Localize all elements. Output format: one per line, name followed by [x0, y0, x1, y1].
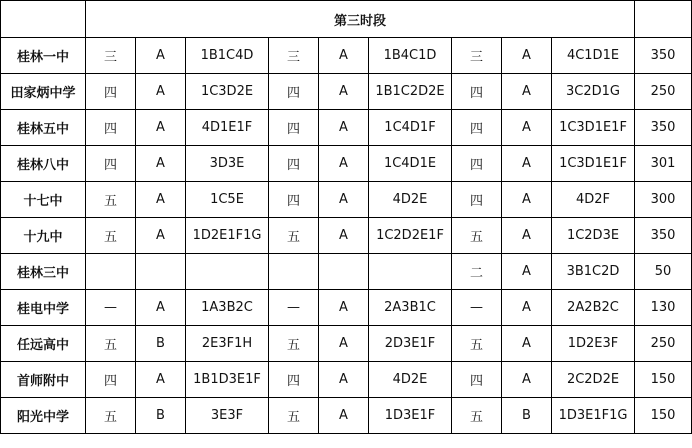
- table-cell: 2A3B1C: [369, 290, 452, 326]
- table-cell: A: [136, 182, 186, 218]
- table-cell: [86, 254, 136, 290]
- table-cell: 四: [86, 362, 136, 398]
- school-name: 十七中: [1, 182, 86, 218]
- table-row: [1, 218, 692, 254]
- table-cell: A: [136, 290, 186, 326]
- table-row: [1, 182, 692, 218]
- table-cell: 130: [635, 290, 692, 326]
- table-cell: 四: [269, 146, 319, 182]
- school-name: 田家炳中学: [1, 74, 86, 110]
- table-cell: 四: [452, 110, 502, 146]
- header-row: [1, 1, 692, 38]
- table-cell: 四: [452, 362, 502, 398]
- table-cell: 3C2D1G: [552, 74, 635, 110]
- table-cell: 2D3E1F: [369, 326, 452, 362]
- table-cell: 3E3F: [186, 398, 269, 434]
- school-name: 桂林一中: [1, 38, 86, 74]
- table-cell: 1B4C1D: [369, 38, 452, 74]
- table-row: [1, 146, 692, 182]
- corner-cell: [1, 1, 86, 38]
- school-name: 桂电中学: [1, 290, 86, 326]
- table-cell: 150: [635, 398, 692, 434]
- table-row: [1, 326, 692, 362]
- table-cell: 五: [452, 218, 502, 254]
- table-cell: 250: [635, 74, 692, 110]
- table-cell: 四: [86, 146, 136, 182]
- table-row: [1, 74, 692, 110]
- table-cell: 50: [635, 254, 692, 290]
- table-cell: 4D2E: [369, 182, 452, 218]
- table-cell: 1B1C2D2E: [369, 74, 452, 110]
- table-cell: 1C3D2E: [186, 74, 269, 110]
- table-cell: A: [136, 146, 186, 182]
- table-cell: 五: [452, 326, 502, 362]
- table-cell: 五: [86, 182, 136, 218]
- table-cell: A: [319, 38, 369, 74]
- table-cell: A: [502, 326, 552, 362]
- table-row: [1, 38, 692, 74]
- school-name: 桂林八中: [1, 146, 86, 182]
- table-cell: 五: [269, 326, 319, 362]
- table-cell: A: [319, 218, 369, 254]
- table-cell: 1B1C4D: [186, 38, 269, 74]
- table-cell: 3B1C2D: [552, 254, 635, 290]
- table-cell: A: [136, 110, 186, 146]
- table-cell: 四: [452, 74, 502, 110]
- table-cell: 300: [635, 182, 692, 218]
- table-cell: 1C3D1E1F: [552, 146, 635, 182]
- table-cell: B: [136, 398, 186, 434]
- table-cell: 301: [635, 146, 692, 182]
- table-cell: 2A2B2C: [552, 290, 635, 326]
- table-cell: 4D2E: [369, 362, 452, 398]
- table-cell: A: [136, 362, 186, 398]
- table-cell: 4D1E1F: [186, 110, 269, 146]
- table-cell: 四: [86, 74, 136, 110]
- table-cell: A: [136, 38, 186, 74]
- table-cell: 3D3E: [186, 146, 269, 182]
- table-cell: 350: [635, 218, 692, 254]
- table-cell: A: [502, 146, 552, 182]
- table-cell: 二: [452, 254, 502, 290]
- table-cell: A: [319, 182, 369, 218]
- table-cell: 1A3B2C: [186, 290, 269, 326]
- school-name: 首师附中: [1, 362, 86, 398]
- table-cell: —: [269, 290, 319, 326]
- school-name: 桂林五中: [1, 110, 86, 146]
- table-cell: A: [319, 398, 369, 434]
- table-cell: B: [136, 326, 186, 362]
- table-cell: 1C4D1F: [369, 110, 452, 146]
- table-cell: 1C4D1E: [369, 146, 452, 182]
- table-cell: 1D3E1F: [369, 398, 452, 434]
- table-cell: [186, 254, 269, 290]
- school-name: 阳光中学: [1, 398, 86, 434]
- table-cell: 1C2D2E1F: [369, 218, 452, 254]
- table-cell: A: [502, 110, 552, 146]
- table-cell: 1C2D3E: [552, 218, 635, 254]
- table-cell: 250: [635, 326, 692, 362]
- table-cell: A: [502, 38, 552, 74]
- table-cell: A: [319, 146, 369, 182]
- table-cell: 1D2E1F1G: [186, 218, 269, 254]
- header-empty-cell: [635, 1, 692, 38]
- table-cell: 四: [269, 362, 319, 398]
- table-cell: 三: [452, 38, 502, 74]
- school-name: 十九中: [1, 218, 86, 254]
- table-cell: 150: [635, 362, 692, 398]
- table-cell: 四: [86, 110, 136, 146]
- school-name: 任远高中: [1, 326, 86, 362]
- table-cell: A: [136, 74, 186, 110]
- table-cell: 350: [635, 38, 692, 74]
- table-cell: A: [502, 182, 552, 218]
- period-title: 第三时段: [86, 1, 635, 38]
- table-cell: 1B1D3E1F: [186, 362, 269, 398]
- table-cell: 五: [452, 398, 502, 434]
- table-row: [1, 290, 692, 326]
- table-cell: 四: [269, 74, 319, 110]
- table-cell: 1C3D1E1F: [552, 110, 635, 146]
- table-row: [1, 398, 692, 434]
- table-cell: —: [452, 290, 502, 326]
- table-cell: 4D2F: [552, 182, 635, 218]
- table-cell: 1D3E1F1G: [552, 398, 635, 434]
- table-cell: [319, 254, 369, 290]
- table-cell: 四: [452, 146, 502, 182]
- table-cell: 1D2E3F: [552, 326, 635, 362]
- table-cell: B: [502, 398, 552, 434]
- table-cell: 350: [635, 110, 692, 146]
- table-cell: [369, 254, 452, 290]
- table-cell: 五: [86, 398, 136, 434]
- table-cell: 五: [269, 398, 319, 434]
- table-cell: 四: [452, 182, 502, 218]
- table-row: [1, 254, 692, 290]
- table-cell: 五: [86, 326, 136, 362]
- table-row: [1, 362, 692, 398]
- table-cell: A: [136, 218, 186, 254]
- table-cell: —: [86, 290, 136, 326]
- table-cell: 1C5E: [186, 182, 269, 218]
- table-cell: A: [502, 218, 552, 254]
- table-cell: 四: [269, 110, 319, 146]
- table-cell: A: [319, 110, 369, 146]
- table-cell: [269, 254, 319, 290]
- table-cell: 三: [86, 38, 136, 74]
- table-cell: 2E3F1H: [186, 326, 269, 362]
- table-cell: 四: [269, 182, 319, 218]
- table-cell: A: [319, 290, 369, 326]
- table-cell: A: [319, 74, 369, 110]
- school-name: 桂林三中: [1, 254, 86, 290]
- table-cell: 五: [269, 218, 319, 254]
- table-cell: 五: [86, 218, 136, 254]
- table-cell: 4C1D1E: [552, 38, 635, 74]
- table-cell: A: [319, 326, 369, 362]
- table-cell: A: [502, 290, 552, 326]
- table-cell: [136, 254, 186, 290]
- table-row: [1, 110, 692, 146]
- table-cell: A: [502, 74, 552, 110]
- table-cell: A: [502, 254, 552, 290]
- table-cell: 2C2D2E: [552, 362, 635, 398]
- table-cell: 三: [269, 38, 319, 74]
- table-cell: A: [319, 362, 369, 398]
- table-cell: A: [502, 362, 552, 398]
